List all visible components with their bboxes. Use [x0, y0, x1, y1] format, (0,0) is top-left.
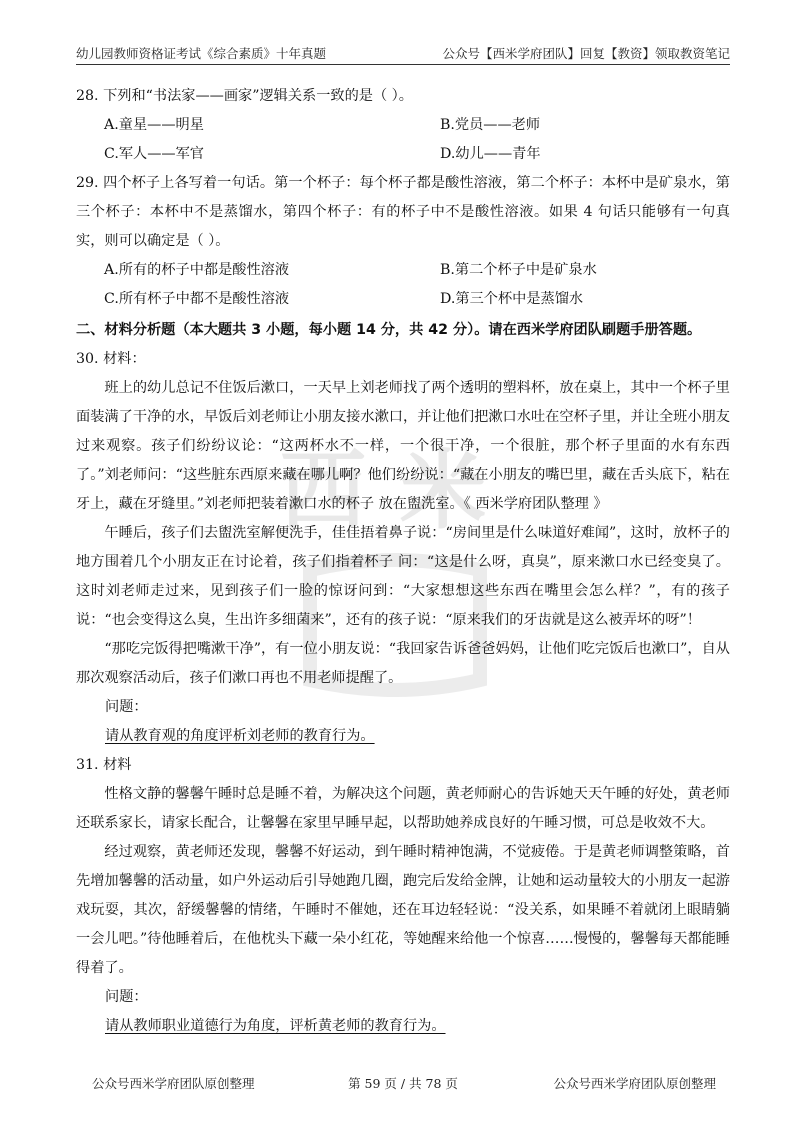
q28-stem: 28. 下列和“书法家——画家”逻辑关系一致的是（ ）。: [76, 88, 413, 104]
q30-paragraph-3: “那吃完饭得把嘴漱干净”，有一位小朋友说：“我回家告诉爸爸妈妈，让他们吃完饭后也漱口”，自从那次观察活动后，孩子们漱口再也不用老师提醒了。: [76, 641, 730, 686]
q31-paragraph-1: 性格文静的馨馨午睡时总是睡不着，为解决这个问题，黄老师耐心的告诉她天天午睡的好处，黄老师还联系家长，请家长配合，让馨馨在家里早睡早起，以帮助她养成良好的午睡习惯，可总是收效不大。: [76, 786, 730, 831]
q29-option-b: B.第二个杯子中是矿泉水: [440, 262, 597, 278]
q31-paragraph-2: 经过观察，黄老师还发现，馨馨不好运动，到午睡时精神饱满，不觉疲倦。于是黄老师调整策略，首先增加馨馨的活动量，如户外运动后引导她跑几圈，跑完后发给金牌，让她和运动量较大的小朋友一起游戏玩耍，其次，舒缓馨馨的情绪，午睡时不催她，还在耳边轻轻说：“没关系，如果睡不着就闭上眼睛躺一会儿吧。”待他睡着后，在他枕头下藏一朵小红花，等她醒来给他一个惊喜……慢慢的，馨馨每天都能睡得着了。: [76, 844, 730, 976]
header-right-note: 公众号【西米学府团队】回复【教资】领取教资笔记: [442, 46, 730, 61]
header-left-title: 幼儿园教师资格证考试《综合素质》十年真题: [76, 46, 327, 61]
q28-option-b: B.党员——老师: [440, 117, 541, 133]
q30-label: 30. 材料：: [76, 351, 146, 367]
q28-option-d: D.幼儿——青年: [440, 146, 541, 162]
q28-option-a: A.童星——明星: [104, 117, 204, 133]
q28-option-c: C.军人——军官: [104, 146, 204, 162]
page-header: [76, 42, 730, 65]
q31-question: 请从教师职业道德行为角度，评析黄老师的教育行为。: [105, 1018, 446, 1034]
q29-option-c: C.所有杯子中都不是酸性溶液: [104, 291, 290, 307]
q30-question: 请从教育观的角度评析刘老师的教育行为。: [105, 728, 375, 744]
q28-options-row-2: [76, 140, 730, 169]
q29-option-d: D.第三个杯中是蒸馏水: [440, 291, 584, 307]
q28-options-row-1: [76, 111, 730, 140]
section-heading: 二、材料分析题（本大题共 3 小题，每小题 14 分，共 42 分）。请在西米学府团队刷题手册答题。: [76, 322, 702, 338]
q30-question-label: 问题：: [105, 699, 148, 715]
q31-question-label: 问题：: [105, 989, 148, 1005]
q30-paragraph-2: 午睡后，孩子们去盥洗室解便洗手，佳佳捂着鼻子说：“房间里是什么味道好难闻”，这时，放杯子的地方围着几个小朋友正在讨论着，孩子们指着杯子 问：“这是什么呀，真臭”，原来漱口水已经变臭了。这时刘老师走过来，见到孩子们一脸的惊讶问到：“大家想想这些东西在嘴里会怎么样？”，有的孩子说：“也会变得这么臭，生出许多细菌来”，还有的孩子说：“原来我们的牙齿就是这么被弄坏的呀”！: [76, 525, 730, 628]
document-body: [76, 82, 730, 1041]
q30-paragraph-1: 班上的幼儿总记不住饭后漱口，一天早上刘老师找了两个透明的塑料杯，放在桌上，其中一个杯子里面装满了干净的水，早饭后刘老师让小朋友接水漱口，并让他们把漱口水吐在空杯子里，并让全班小朋友过来观察。孩子们纷纷议论：“这两杯水不一样，一个很干净，一个很脏，那个杯子里面的水有东西了。”刘老师问：“这些脏东西原来藏在哪儿啊？他们纷纷说：“藏在小朋友的嘴巴里，藏在舌头底下，粘在牙上，藏在牙缝里。”刘老师把装着漱口水的杯子 放在盥洗室。《 西米学府团队整理 》: [76, 380, 730, 512]
footer-right: 公众号西米学府团队原创整理: [553, 1076, 716, 1091]
footer-left: 公众号西米学府团队原创整理: [92, 1076, 255, 1091]
page-number: 第 59 页 / 共 78 页: [348, 1076, 458, 1091]
q29-stem: 29. 四个杯子上各写着一句话。第一个杯子：每个杯子都是酸性溶液，第二个杯子：本杯中是矿泉水，第三个杯子：本杯中不是蒸馏水，第四个杯子：有的杯子中不是酸性溶液。如果 4 句话只能够有一句真实，则可以确定是（ ）。: [76, 175, 730, 249]
watermark-char-2: 米: [400, 441, 486, 541]
q31-label: 31. 材料: [76, 757, 132, 773]
watermark-char-1: 西: [280, 441, 366, 541]
q29-options-row-1: [76, 256, 730, 285]
q29-option-a: A.所有的杯子中都是酸性溶液: [104, 262, 290, 278]
q29-options-row-2: [76, 285, 730, 314]
